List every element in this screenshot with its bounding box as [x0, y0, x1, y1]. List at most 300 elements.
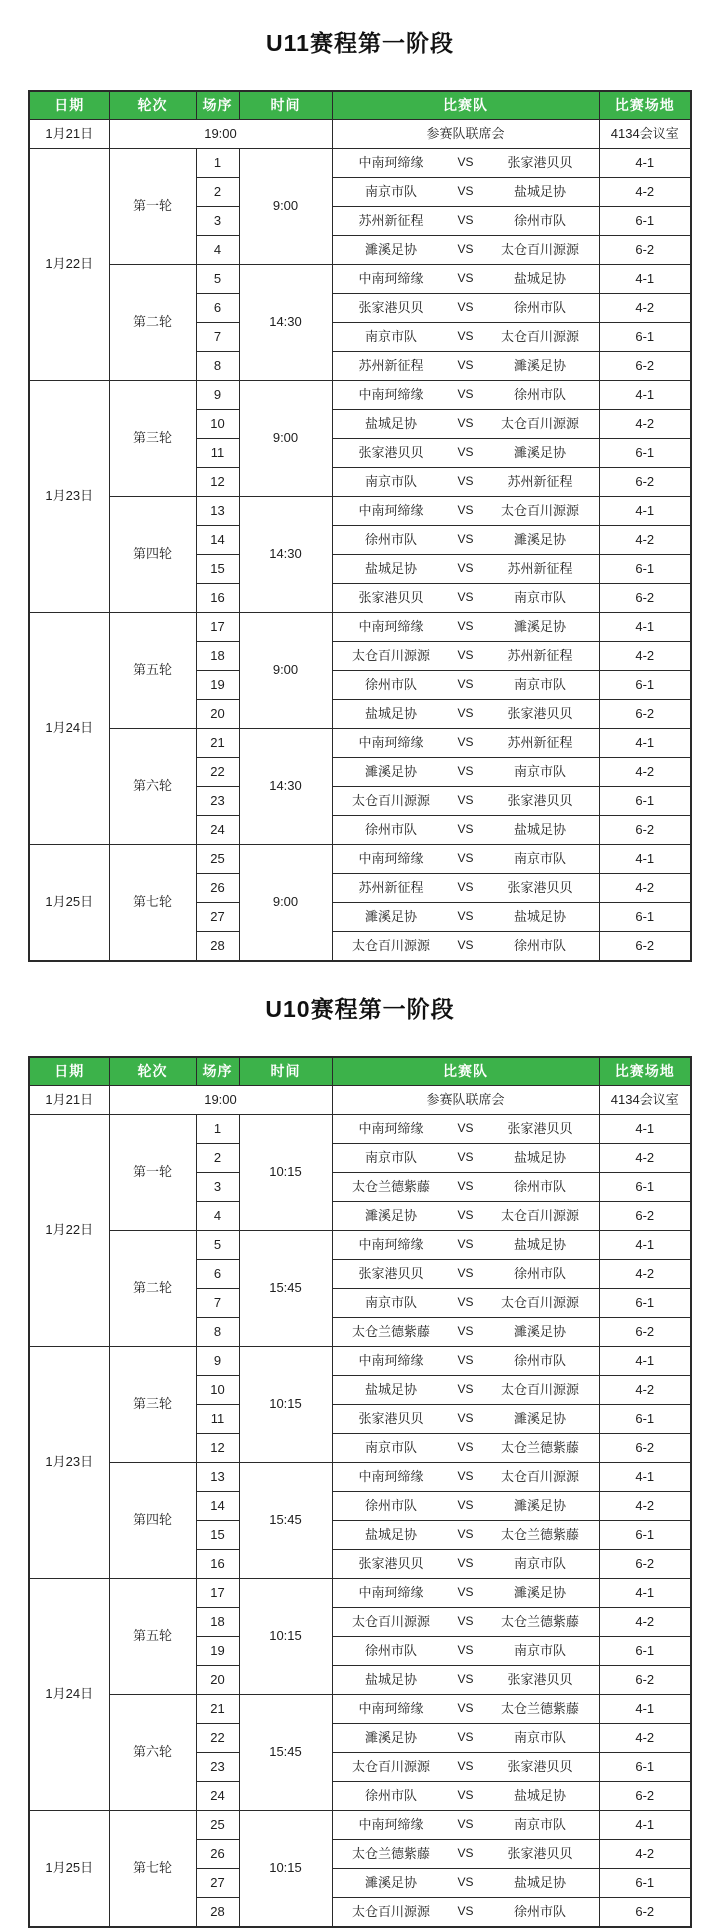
vs-label: VS: [457, 1527, 474, 1542]
teams-cell: [332, 613, 599, 642]
venue-cell: 6-2: [599, 932, 691, 962]
venue-cell: 4-2: [599, 1144, 691, 1173]
venue-cell: 4-1: [599, 1695, 691, 1724]
match-no-cell: 24: [196, 816, 239, 845]
teams-cell: [332, 874, 599, 903]
teams-cell: [332, 1869, 599, 1898]
teams-cell: [332, 758, 599, 787]
match-no-cell: 8: [196, 1318, 239, 1347]
home-team: 中南珂缔缘: [358, 618, 424, 634]
round-cell: 第一轮: [109, 149, 196, 265]
match-row: [29, 1463, 691, 1492]
column-header-2: 场序: [196, 91, 239, 120]
away-team: 徐州市队: [513, 212, 566, 228]
away-team: 徐州市队: [513, 1903, 566, 1919]
match-no-cell: 7: [196, 1289, 239, 1318]
teams-cell: [332, 1550, 599, 1579]
teams-cell: [332, 1318, 599, 1347]
time-cell: 15:45: [239, 1231, 332, 1347]
venue-cell: 4-1: [599, 1231, 691, 1260]
away-team: 张家港贝贝: [507, 154, 573, 170]
time-cell: 9:00: [239, 845, 332, 962]
teams-cell: [332, 323, 599, 352]
teams-cell: [332, 903, 599, 932]
match-no-cell: 19: [196, 1637, 239, 1666]
venue-cell: 4-2: [599, 874, 691, 903]
home-team: 太仓百川源源: [351, 792, 430, 808]
match-row: [29, 149, 691, 178]
match-no-cell: 18: [196, 1608, 239, 1637]
match-no-cell: 16: [196, 1550, 239, 1579]
vs-label: VS: [457, 242, 474, 257]
time-cell: 10:15: [239, 1579, 332, 1695]
home-team: 中南珂缔缘: [358, 154, 424, 170]
home-team: 徐州市队: [364, 1642, 417, 1658]
round-cell: 第一轮: [109, 1115, 196, 1231]
match-row: [29, 1811, 691, 1840]
venue-cell: 6-1: [599, 1405, 691, 1434]
teams-cell: [332, 1898, 599, 1928]
home-team: 太仓百川源源: [351, 1903, 430, 1919]
away-team: 太仓百川源源: [500, 1207, 579, 1223]
home-team: 苏州新征程: [358, 879, 424, 895]
away-team: 太仓兰德紫藤: [500, 1526, 579, 1542]
venue-cell: 4-1: [599, 845, 691, 874]
home-team: 太仓百川源源: [351, 1758, 430, 1774]
vs-label: VS: [457, 1556, 474, 1571]
vs-label: VS: [457, 271, 474, 286]
vs-label: VS: [457, 1208, 474, 1223]
teams-cell: [332, 671, 599, 700]
vs-label: VS: [457, 416, 474, 431]
home-team: 盐城足协: [364, 1671, 417, 1687]
away-team: 南京市队: [513, 676, 566, 692]
match-no-cell: 9: [196, 381, 239, 410]
time-cell: 9:00: [239, 613, 332, 729]
home-team: 太仓兰德紫藤: [351, 1323, 430, 1339]
column-header-3: 时间: [239, 1057, 332, 1086]
vs-label: VS: [457, 1498, 474, 1513]
venue-cell: 6-1: [599, 1521, 691, 1550]
match-no-cell: 11: [196, 439, 239, 468]
match-no-cell: 26: [196, 1840, 239, 1869]
vs-label: VS: [457, 155, 474, 170]
away-team: 苏州新征程: [507, 560, 573, 576]
venue-cell: 6-1: [599, 1173, 691, 1202]
vs-label: VS: [457, 561, 474, 576]
teams-cell: [332, 1202, 599, 1231]
away-team: 太仓百川源源: [500, 415, 579, 431]
match-no-cell: 5: [196, 1231, 239, 1260]
vs-label: VS: [457, 880, 474, 895]
match-no-cell: 1: [196, 1115, 239, 1144]
away-team: 徐州市队: [513, 386, 566, 402]
away-team: 太仓兰德紫藤: [500, 1439, 579, 1455]
away-team: 濉溪足协: [513, 357, 566, 373]
home-team: 苏州新征程: [358, 357, 424, 373]
meeting-row: [29, 1086, 691, 1115]
time-cell: 15:45: [239, 1463, 332, 1579]
column-header-1: 轮次: [109, 1057, 196, 1086]
home-team: 南京市队: [364, 1149, 417, 1165]
header-row: [29, 91, 691, 120]
header-row: [29, 1057, 691, 1086]
vs-label: VS: [457, 329, 474, 344]
teams-cell: [332, 787, 599, 816]
home-team: 中南珂缔缘: [358, 850, 424, 866]
vs-label: VS: [457, 822, 474, 837]
home-team: 张家港贝贝: [358, 1265, 424, 1281]
vs-label: VS: [457, 1614, 474, 1629]
away-team: 太仓百川源源: [500, 1294, 579, 1310]
teams-cell: [332, 1405, 599, 1434]
vs-label: VS: [457, 1411, 474, 1426]
home-team: 南京市队: [364, 473, 417, 489]
date-cell: 1月25日: [29, 845, 109, 962]
vs-label: VS: [457, 677, 474, 692]
column-header-0: 日期: [29, 91, 109, 120]
home-team: 中南珂缔缘: [358, 1816, 424, 1832]
home-team: 盐城足协: [364, 415, 417, 431]
away-team: 盐城足协: [513, 821, 566, 837]
vs-label: VS: [457, 1904, 474, 1919]
column-header-2: 场序: [196, 1057, 239, 1086]
home-team: 徐州市队: [364, 676, 417, 692]
vs-label: VS: [457, 1469, 474, 1484]
home-team: 中南珂缔缘: [358, 1700, 424, 1716]
home-team: 濉溪足协: [364, 763, 417, 779]
teams-cell: [332, 410, 599, 439]
teams-cell: [332, 178, 599, 207]
date-cell: 1月21日: [29, 120, 109, 149]
home-team: 南京市队: [364, 328, 417, 344]
time-cell: 9:00: [239, 149, 332, 265]
time-cell: 14:30: [239, 265, 332, 381]
away-team: 张家港贝贝: [507, 705, 573, 721]
teams-cell: [332, 1463, 599, 1492]
time-cell: 10:15: [239, 1811, 332, 1928]
date-cell: 1月24日: [29, 613, 109, 845]
away-team: 太仓百川源源: [500, 1381, 579, 1397]
match-no-cell: 26: [196, 874, 239, 903]
u11-schedule-title: U11赛程第一阶段: [266, 30, 454, 56]
teams-cell: [332, 1260, 599, 1289]
match-no-cell: 15: [196, 1521, 239, 1550]
venue-cell: 6-2: [599, 236, 691, 265]
venue-cell: 4-2: [599, 410, 691, 439]
away-team: 盐城足协: [513, 1787, 566, 1803]
meeting-row: [29, 120, 691, 149]
time-cell: 10:15: [239, 1115, 332, 1231]
away-team: 南京市队: [513, 1816, 566, 1832]
round-cell: 第二轮: [109, 265, 196, 381]
home-team: 中南珂缔缘: [358, 1236, 424, 1252]
match-no-cell: 14: [196, 1492, 239, 1521]
teams-cell: [332, 642, 599, 671]
away-team: 濉溪足协: [513, 1410, 566, 1426]
vs-label: VS: [457, 358, 474, 373]
home-team: 中南珂缔缘: [358, 1468, 424, 1484]
column-header-5: 比赛场地: [599, 91, 691, 120]
venue-cell: 6-2: [599, 584, 691, 613]
match-no-cell: 28: [196, 1898, 239, 1928]
teams-cell: [332, 1724, 599, 1753]
match-row: [29, 1695, 691, 1724]
match-no-cell: 21: [196, 729, 239, 758]
round-cell: 第六轮: [109, 729, 196, 845]
venue-cell: 4-2: [599, 1840, 691, 1869]
match-row: [29, 1231, 691, 1260]
vs-label: VS: [457, 735, 474, 750]
match-no-cell: 1: [196, 149, 239, 178]
away-team: 盐城足协: [513, 270, 566, 286]
match-no-cell: 27: [196, 903, 239, 932]
venue-cell: 6-2: [599, 1550, 691, 1579]
teams-cell: [332, 555, 599, 584]
away-team: 张家港贝贝: [507, 879, 573, 895]
venue-cell: 6-2: [599, 352, 691, 381]
venue-cell: 4-1: [599, 1811, 691, 1840]
teams-cell: [332, 1144, 599, 1173]
date-cell: 1月22日: [29, 149, 109, 381]
away-team: 南京市队: [513, 1642, 566, 1658]
away-team: 苏州新征程: [507, 473, 573, 489]
home-team: 中南珂缔缘: [358, 1352, 424, 1368]
teams-cell: [332, 1347, 599, 1376]
home-team: 太仓兰德紫藤: [351, 1845, 430, 1861]
match-no-cell: 23: [196, 787, 239, 816]
away-team: 徐州市队: [513, 1265, 566, 1281]
vs-label: VS: [457, 851, 474, 866]
vs-label: VS: [457, 706, 474, 721]
match-no-cell: 17: [196, 1579, 239, 1608]
match-no-cell: 20: [196, 1666, 239, 1695]
teams-cell: [332, 294, 599, 323]
date-cell: 1月23日: [29, 1347, 109, 1579]
vs-label: VS: [457, 938, 474, 953]
vs-label: VS: [457, 793, 474, 808]
teams-cell: [332, 1637, 599, 1666]
home-team: 张家港贝贝: [358, 299, 424, 315]
time-cell: 19:00: [109, 1086, 332, 1115]
venue-cell: 4-1: [599, 1463, 691, 1492]
home-team: 濉溪足协: [364, 908, 417, 924]
round-cell: 第六轮: [109, 1695, 196, 1811]
match-row: [29, 1347, 691, 1376]
teams-cell: [332, 1695, 599, 1724]
date-cell: 1月24日: [29, 1579, 109, 1811]
match-row: [29, 613, 691, 642]
vs-label: VS: [457, 1846, 474, 1861]
home-team: 太仓百川源源: [351, 647, 430, 663]
away-team: 太仓百川源源: [500, 241, 579, 257]
venue-cell: 4134会议室: [599, 1086, 691, 1115]
away-team: 南京市队: [513, 763, 566, 779]
match-no-cell: 7: [196, 323, 239, 352]
away-team: 盐城足协: [513, 1149, 566, 1165]
time-cell: 14:30: [239, 497, 332, 613]
match-no-cell: 4: [196, 236, 239, 265]
away-team: 张家港贝贝: [507, 1671, 573, 1687]
away-team: 濉溪足协: [513, 444, 566, 460]
round-cell: 第七轮: [109, 1811, 196, 1928]
vs-label: VS: [457, 503, 474, 518]
teams-cell: [332, 1115, 599, 1144]
vs-label: VS: [457, 184, 474, 199]
vs-label: VS: [457, 1817, 474, 1832]
teams-cell: [332, 149, 599, 178]
match-no-cell: 24: [196, 1782, 239, 1811]
match-no-cell: 22: [196, 758, 239, 787]
vs-label: VS: [457, 532, 474, 547]
home-team: 濉溪足协: [364, 1207, 417, 1223]
teams-cell: [332, 700, 599, 729]
date-cell: 1月23日: [29, 381, 109, 613]
match-no-cell: 2: [196, 1144, 239, 1173]
event-cell: 参赛队联席会: [332, 120, 599, 149]
time-cell: 15:45: [239, 1695, 332, 1811]
away-team: 苏州新征程: [507, 647, 573, 663]
match-row: [29, 1579, 691, 1608]
venue-cell: 6-1: [599, 1637, 691, 1666]
match-no-cell: 6: [196, 1260, 239, 1289]
teams-cell: [332, 816, 599, 845]
teams-cell: [332, 526, 599, 555]
venue-cell: 6-1: [599, 207, 691, 236]
venue-cell: 4-1: [599, 1115, 691, 1144]
round-cell: 第四轮: [109, 497, 196, 613]
away-team: 张家港贝贝: [507, 1845, 573, 1861]
vs-label: VS: [457, 1701, 474, 1716]
home-team: 中南珂缔缘: [358, 502, 424, 518]
home-team: 苏州新征程: [358, 212, 424, 228]
venue-cell: 4-1: [599, 265, 691, 294]
venue-cell: 4-2: [599, 1724, 691, 1753]
teams-cell: [332, 236, 599, 265]
match-no-cell: 15: [196, 555, 239, 584]
venue-cell: 4-2: [599, 178, 691, 207]
vs-label: VS: [457, 764, 474, 779]
vs-label: VS: [457, 387, 474, 402]
away-team: 南京市队: [513, 1555, 566, 1571]
teams-cell: [332, 497, 599, 526]
teams-cell: [332, 1173, 599, 1202]
home-team: 中南珂缔缘: [358, 1120, 424, 1136]
match-no-cell: 16: [196, 584, 239, 613]
away-team: 太仓百川源源: [500, 502, 579, 518]
venue-cell: 4-2: [599, 758, 691, 787]
away-team: 濉溪足协: [513, 1584, 566, 1600]
vs-label: VS: [457, 1324, 474, 1339]
venue-cell: 6-1: [599, 1289, 691, 1318]
match-no-cell: 17: [196, 613, 239, 642]
home-team: 盐城足协: [364, 705, 417, 721]
venue-cell: 4-2: [599, 642, 691, 671]
venue-cell: 4-2: [599, 1376, 691, 1405]
date-cell: 1月22日: [29, 1115, 109, 1347]
home-team: 张家港贝贝: [358, 589, 424, 605]
match-no-cell: 18: [196, 642, 239, 671]
venue-cell: 6-1: [599, 787, 691, 816]
home-team: 濉溪足协: [364, 1874, 417, 1890]
home-team: 徐州市队: [364, 1497, 417, 1513]
teams-cell: [332, 1492, 599, 1521]
vs-label: VS: [457, 1759, 474, 1774]
venue-cell: 4-2: [599, 294, 691, 323]
vs-label: VS: [457, 909, 474, 924]
match-no-cell: 14: [196, 526, 239, 555]
teams-cell: [332, 1231, 599, 1260]
vs-label: VS: [457, 1643, 474, 1658]
teams-cell: [332, 439, 599, 468]
venue-cell: 4-2: [599, 526, 691, 555]
venue-cell: 4-1: [599, 497, 691, 526]
home-team: 南京市队: [364, 183, 417, 199]
home-team: 太仓百川源源: [351, 1613, 430, 1629]
home-team: 张家港贝贝: [358, 1555, 424, 1571]
teams-cell: [332, 729, 599, 758]
away-team: 苏州新征程: [507, 734, 573, 750]
time-cell: 9:00: [239, 381, 332, 497]
home-team: 南京市队: [364, 1439, 417, 1455]
teams-cell: [332, 1434, 599, 1463]
column-header-5: 比赛场地: [599, 1057, 691, 1086]
teams-cell: [332, 1811, 599, 1840]
venue-cell: 6-1: [599, 1753, 691, 1782]
match-no-cell: 3: [196, 207, 239, 236]
home-team: 张家港贝贝: [358, 444, 424, 460]
venue-cell: 6-2: [599, 1898, 691, 1928]
teams-cell: [332, 1666, 599, 1695]
teams-cell: [332, 381, 599, 410]
teams-cell: [332, 1608, 599, 1637]
match-no-cell: 10: [196, 1376, 239, 1405]
column-header-1: 轮次: [109, 91, 196, 120]
column-header-4: 比赛队: [332, 91, 599, 120]
vs-label: VS: [457, 648, 474, 663]
away-team: 濉溪足协: [513, 1323, 566, 1339]
vs-label: VS: [457, 445, 474, 460]
vs-label: VS: [457, 1382, 474, 1397]
away-team: 濉溪足协: [513, 618, 566, 634]
vs-label: VS: [457, 1875, 474, 1890]
vs-label: VS: [457, 1585, 474, 1600]
venue-cell: 6-2: [599, 1202, 691, 1231]
match-no-cell: 25: [196, 845, 239, 874]
venue-cell: 6-2: [599, 700, 691, 729]
teams-cell: [332, 207, 599, 236]
vs-label: VS: [457, 300, 474, 315]
vs-label: VS: [457, 1788, 474, 1803]
venue-cell: 6-2: [599, 816, 691, 845]
match-no-cell: 22: [196, 1724, 239, 1753]
match-row: [29, 845, 691, 874]
vs-label: VS: [457, 1150, 474, 1165]
teams-cell: [332, 352, 599, 381]
match-no-cell: 12: [196, 468, 239, 497]
teams-cell: [332, 1753, 599, 1782]
round-cell: 第五轮: [109, 1579, 196, 1695]
match-no-cell: 13: [196, 1463, 239, 1492]
venue-cell: 6-2: [599, 1318, 691, 1347]
match-no-cell: 23: [196, 1753, 239, 1782]
home-team: 盐城足协: [364, 560, 417, 576]
vs-label: VS: [457, 1672, 474, 1687]
venue-cell: 6-1: [599, 323, 691, 352]
away-team: 张家港贝贝: [507, 1758, 573, 1774]
venue-cell: 4-1: [599, 729, 691, 758]
venue-cell: 4-2: [599, 1260, 691, 1289]
